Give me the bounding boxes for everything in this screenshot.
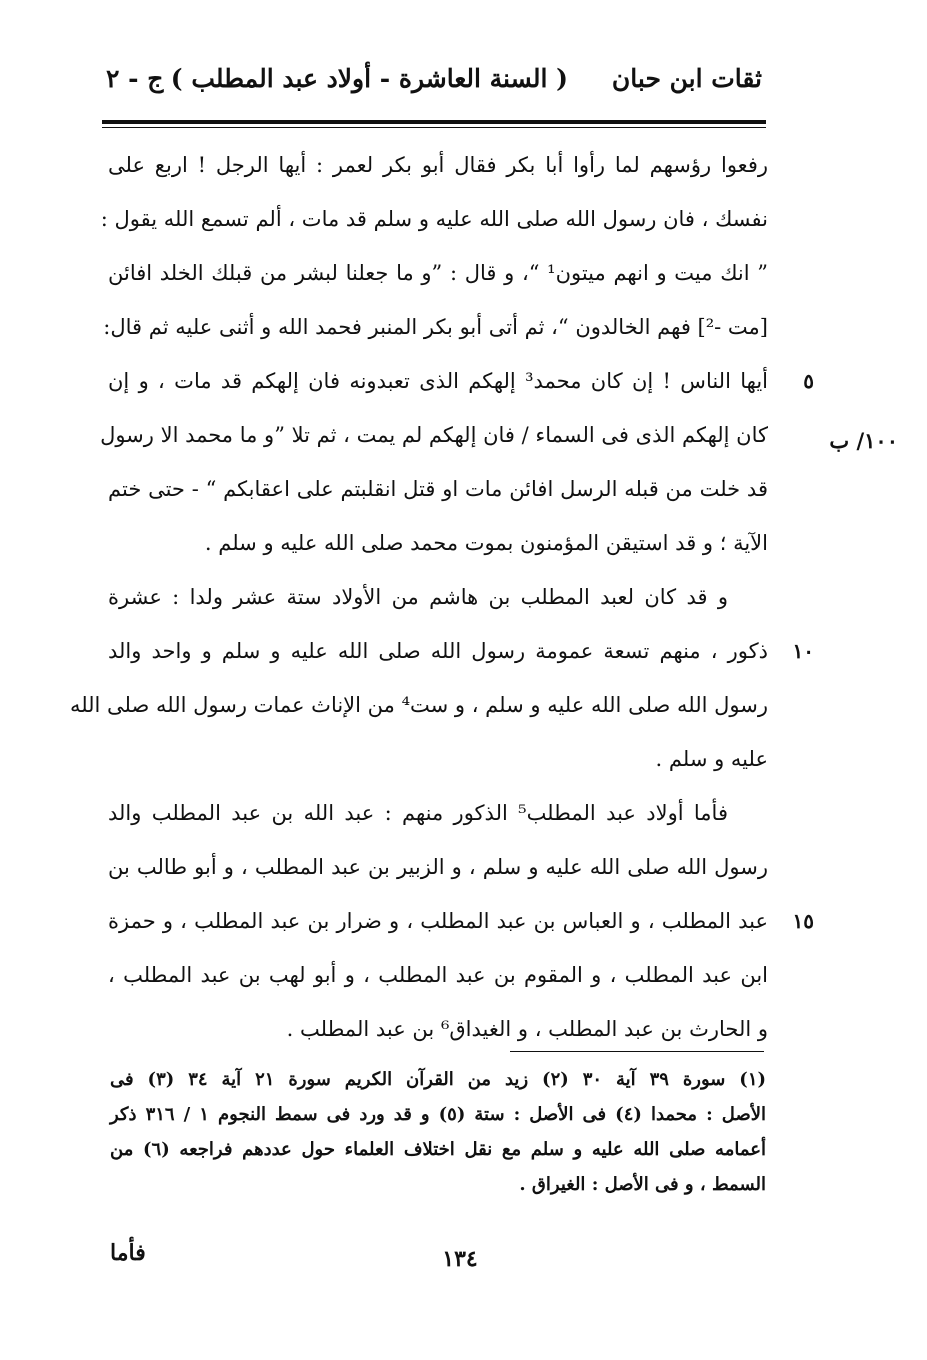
text-line: [108, 516, 768, 570]
footnote-line: (١) سورة ٣٩ آية ٣٠ (٢) زيد من القرآن الكريم سورة ٢١ آية ٣٤ (٣) فى: [110, 1069, 767, 1090]
line-text: كان إلهكم الذى فى السماء / فان إلهكم لم يمت ، ثم تلا ”و ما محمد الا رسول: [100, 423, 768, 447]
line-number: ١٠: [792, 639, 814, 663]
line-text: الآية ؛ و قد استيقن المؤمنون بموت محمد صلى الله عليه و سلم .: [204, 531, 768, 555]
text-line: [108, 462, 768, 516]
section-title: ( السنة العاشرة - أولاد عبد المطلب ): [170, 64, 568, 93]
text-line: [108, 948, 768, 1002]
footnote-line: أعمامه صلى الله عليه و سلم مع نقل اختلاف العلماء حول عددهم فراجعه (٦) من: [110, 1139, 766, 1160]
body-text: [69, 138, 814, 1056]
text-line: [108, 786, 768, 840]
text-line: [108, 138, 768, 192]
line-text: عليه و سلم .: [655, 747, 768, 771]
volume-number: ج - ٢: [106, 64, 164, 93]
text-line: [108, 570, 768, 624]
line-number: ١٥: [792, 909, 814, 933]
text-line: [108, 732, 768, 786]
catchword: فأما: [110, 1240, 146, 1266]
line-text: رسول الله صلى الله عليه و سلم ، و ست⁴ من الإناث عمات رسول الله صلى الله: [69, 693, 768, 717]
line-text: ذكور ، منهم تسعة عمومة رسول الله صلى الله عليه و سلم و واحد والد: [108, 639, 768, 663]
line-text: رسول الله صلى الله عليه و سلم ، و الزبير بن عبد المطلب ، و أبو طالب بن: [108, 855, 768, 879]
line-text: ابن عبد المطلب ، و المقوم بن عبد المطلب ، و أبو لهب بن عبد المطلب ،: [108, 963, 768, 987]
text-line: [100, 408, 768, 462]
line-text: أيها الناس ! إن كان محمد³ إلهكم الذى تعبدونه فان إلهكم قد مات ، و إن: [108, 369, 768, 393]
footnote-line: الأصل : محمدا (٤) فى الأصل : ستة (٥) و قد ورد فى سمط النجوم ١ / ٣١٦ ذكر: [110, 1104, 766, 1125]
line-text: ” انك ميت و انهم ميتون¹ “، و قال : ”و ما جعلنا لبشر من قبلك الخلد افائن: [108, 261, 768, 285]
folio-margin-note: ١٠٠/ ب: [829, 428, 898, 453]
line-text: و الحارث بن عبد المطلب ، و الغيداق⁶ بن عبد المطلب .: [286, 1017, 768, 1041]
line-text: [مت -²] فهم الخالدون “، ثم أتى أبو بكر المنبر فحمد الله و أثنى عليه ثم قال:: [103, 315, 768, 339]
header-rule-thick: [102, 120, 766, 124]
line-text: قد خلت من قبله الرسل افائن مات او قتل انقلبتم على اعقابكم “ - حتى ختم: [108, 477, 768, 501]
text-line: [103, 300, 768, 354]
line-text: رفعوا رؤسهم لما رأوا أبا بكر فقال أبو بكر لعمر : أيها الرجل ! اربع على: [108, 153, 768, 177]
text-line: [108, 840, 768, 894]
line-number: ٥: [803, 369, 814, 393]
text-line: [108, 624, 814, 678]
text-line: [69, 678, 768, 732]
footnote-line: السمط ، و فى الأصل : الغيراق .: [519, 1174, 766, 1195]
text-line: [108, 894, 814, 948]
text-line: [108, 1002, 768, 1056]
footnote-rule: [510, 1051, 764, 1052]
text-line: [100, 192, 768, 246]
footnotes: [110, 1062, 766, 1202]
line-text: فأما أولاد عبد المطلب⁵ الذكور منهم : عبد الله بن عبد المطلب والد: [108, 801, 728, 825]
running-header: [100, 64, 768, 108]
header-rule-thin: [102, 127, 766, 128]
text-line: [108, 246, 768, 300]
line-text: عبد المطلب ، و العباس بن عبد المطلب ، و ضرار بن عبد المطلب ، و حمزة: [108, 909, 768, 933]
line-text: و قد كان لعبد المطلب بن هاشم من الأولاد ستة عشر ولدا : عشرة: [108, 585, 728, 609]
book-title: ثقات ابن حبان: [611, 64, 762, 93]
text-line: [108, 354, 814, 408]
line-text: نفسك ، فان رسول الله صلى الله عليه و سلم قد مات ، ألم تسمع الله يقول :: [100, 207, 768, 231]
page-number: ١٣٤: [442, 1246, 478, 1272]
